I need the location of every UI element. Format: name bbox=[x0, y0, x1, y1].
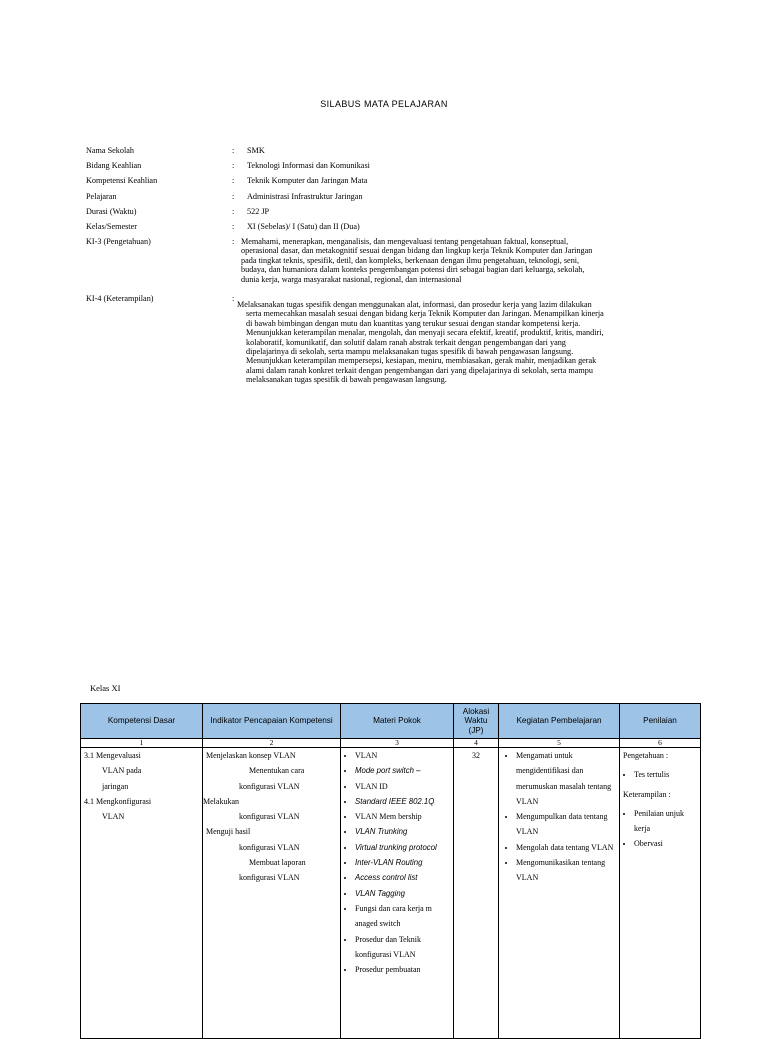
column-number: 3 bbox=[341, 739, 454, 748]
page-title: SILABUS MATA PELAJARAN bbox=[320, 99, 448, 109]
penilaian-keterampilan-label: Keterampilan : bbox=[623, 789, 671, 799]
info-colon: : bbox=[232, 207, 235, 216]
list-item: • Prosedur pembuatan bbox=[355, 962, 450, 977]
cell-kegiatan bbox=[499, 748, 620, 1039]
list-item: • Tes tertulis bbox=[634, 767, 697, 782]
list-item: • VLAN ID bbox=[355, 779, 450, 794]
header-penilaian: Penilaian bbox=[620, 704, 701, 739]
kd-line: 4.1 Mengkonfigurasi bbox=[84, 796, 152, 806]
cell-indikator bbox=[203, 748, 341, 1039]
kd-line: VLAN pada bbox=[102, 766, 142, 776]
table-row bbox=[81, 748, 701, 1039]
info-label-pelajaran: Pelajaran bbox=[86, 192, 117, 201]
list-item: • Obervasi bbox=[634, 836, 697, 851]
penilaian-pengetahuan-label: Pengetahuan : bbox=[623, 751, 669, 760]
header-kompetensi-dasar: Kompetensi Dasar bbox=[81, 704, 203, 739]
ki4-paragraph bbox=[237, 300, 694, 385]
indikator-line: konfigurasi VLAN bbox=[239, 842, 300, 852]
info-colon: : bbox=[232, 237, 235, 246]
list-item: • Inter-VLAN Routing bbox=[355, 855, 450, 870]
indikator-line: konfigurasi VLAN bbox=[239, 812, 300, 822]
ki4-line: kolaboratif, komunikatif, dan solutif dalam ranah abstrak terkait dengan pengembangan dari yang bbox=[246, 337, 566, 347]
indikator-line: konfigurasi VLAN bbox=[239, 873, 300, 883]
ki3-paragraph bbox=[241, 237, 694, 284]
cell-alokasi-waktu: 32 bbox=[454, 748, 499, 1039]
ki4-line: alami dalam ranah konkret terkait dengan pengembangan dari yang dipelajarinya di sekolah, serta mampu bbox=[246, 365, 593, 375]
info-colon: : bbox=[232, 146, 235, 155]
ki4-line: serta memecahkan masalah sesuai dengan bidang kerja Teknik Komputer dan Jaringan. Menampilkan kinerja bbox=[246, 309, 604, 319]
column-number: 4 bbox=[454, 739, 499, 748]
info-label-durasi: Durasi (Waktu) bbox=[86, 207, 137, 216]
list-item: • Mengomunikasikan tentang VLAN bbox=[516, 855, 616, 886]
kd-line: jaringan bbox=[102, 781, 129, 791]
list-item: • Mengumpulkan data tentang VLAN bbox=[516, 809, 616, 840]
info-colon: : bbox=[232, 192, 235, 201]
syllabus-table bbox=[80, 703, 701, 1039]
info-value-pelajaran: Administrasi Infrastruktur Jaringan bbox=[247, 192, 363, 201]
list-item: • VLAN Trunking bbox=[355, 824, 450, 839]
penilaian-keterampilan-list bbox=[623, 806, 697, 852]
column-number: 6 bbox=[620, 739, 701, 748]
info-value-bidang: Teknologi Informasi dan Komunikasi bbox=[247, 161, 370, 170]
ki3-line: Memahami, menerapkan, menganalisis, dan mengevaluasi tentang pengetahuan faktual, konseptual, bbox=[241, 237, 569, 246]
list-item: • Prosedur dan Teknik konfigurasi VLAN bbox=[355, 932, 450, 963]
header-alokasi-waktu: Alokasi Waktu (JP) bbox=[454, 704, 499, 739]
column-number: 1 bbox=[81, 739, 203, 748]
list-item: • Mode port switch – bbox=[355, 763, 450, 778]
indikator-line: konfigurasi VLAN bbox=[239, 781, 300, 791]
info-colon: : bbox=[232, 294, 235, 303]
kd-line: 3.1 Mengevaluasi bbox=[84, 751, 141, 760]
header-materi-pokok: Materi Pokok bbox=[341, 704, 454, 739]
materi-list bbox=[344, 748, 450, 977]
list-item: • Penilaian unjuk kerja bbox=[634, 806, 697, 837]
list-item: • Mengamati untuk mengidentifikasi dan merumuskan masalah tentang VLAN bbox=[516, 748, 616, 809]
indikator-line: Membuat laporan bbox=[249, 858, 306, 868]
penilaian-pengetahuan-list bbox=[623, 767, 697, 782]
list-item: • VLAN Tagging bbox=[355, 886, 450, 901]
ki3-line: pada tingkat teknis, spesifik, detil, dan kompleks, berkenaan dengan ilmu pengetahuan, teknologi, seni, bbox=[241, 255, 580, 265]
list-item: • Standard IEEE 802.1Q bbox=[355, 794, 450, 809]
column-number: 2 bbox=[203, 739, 341, 748]
header-indikator: Indikator Pencapaian Kompetensi bbox=[203, 704, 341, 739]
header-kegiatan: Kegiatan Pembelajaran bbox=[499, 704, 620, 739]
ki3-line: dunia kerja, warga masyarakat nasional, regional, dan internasional bbox=[241, 274, 462, 284]
ki4-line: di bawah bimbingan dengan mutu dan kuantitas yang terukur sesuai dengan standar kompetensi kerja. bbox=[246, 318, 581, 328]
table-number-row bbox=[81, 739, 701, 748]
indikator-line: Menguji hasil bbox=[206, 827, 251, 837]
cell-penilaian bbox=[620, 748, 701, 1039]
list-item: • Fungsi dan cara kerja m anaged switch bbox=[355, 901, 450, 932]
ki4-line: melaksanakan tugas spesifik di bawah pengawasan langsung. bbox=[246, 375, 447, 385]
cell-kompetensi-dasar bbox=[81, 748, 203, 1039]
info-label-bidang: Bidang Keahlian bbox=[86, 161, 142, 170]
ki4-line: dipelajarinya di sekolah, serta mampu melaksanakan tugas spesifik di bawah pengawasan langsung. bbox=[246, 347, 574, 357]
info-colon: : bbox=[232, 161, 235, 170]
ki3-line: budaya, dan humaniora dalam konteks pengembangan potensi diri sebagai bagian dari keluarga, sekolah, bbox=[241, 265, 585, 275]
kelas-label: Kelas XI bbox=[90, 683, 121, 693]
info-value-kelas: XI (Sebelas)/ I (Satu) dan II (Dua) bbox=[247, 222, 360, 231]
indikator-line: Menentukan cara bbox=[249, 766, 305, 776]
list-item: • VLAN Mem bership bbox=[355, 809, 450, 824]
table-header-row bbox=[81, 704, 701, 739]
indikator-line: Melakukan bbox=[203, 796, 239, 806]
info-label-kelas: Kelas/Semester bbox=[86, 222, 137, 231]
column-number: 5 bbox=[499, 739, 620, 748]
info-value-durasi: 522 JP bbox=[247, 207, 270, 216]
list-item: • VLAN bbox=[355, 748, 450, 763]
info-label-ki4: KI-4 (Keterampilan) bbox=[86, 294, 154, 303]
ki4-line: Menunjukkan keterampilan mempersepsi, kesiapan, meniru, membiasakan, gerak mahir, menjadikan gerak bbox=[246, 356, 597, 366]
list-item: • Mengolah data tentang VLAN bbox=[516, 840, 616, 855]
info-colon: : bbox=[232, 176, 235, 185]
info-value-nama-sekolah: SMK bbox=[247, 146, 265, 155]
info-label-ki3: KI-3 (Pengetahuan) bbox=[86, 237, 151, 246]
kegiatan-list bbox=[502, 748, 616, 886]
info-label-nama-sekolah: Nama Sekolah bbox=[86, 146, 134, 155]
info-label-kompetensi: Kompetensi Keahlian bbox=[86, 176, 158, 185]
info-value-kompetensi: Teknik Komputer dan Jaringan Mata bbox=[247, 176, 368, 185]
info-colon: : bbox=[232, 222, 235, 231]
ki3-line: operasional dasar, dan metakognitif sesuai dengan bidang dan lingkup kerja Teknik Komputer dan Jaringan bbox=[241, 246, 593, 256]
list-item: • Virtual trunking protocol bbox=[355, 840, 450, 855]
ki4-line: Menunjukkan keterampilan menalar, mengolah, dan menyaji secara efektif, kreatif, produktif, kritis, mandiri, bbox=[246, 328, 604, 338]
cell-materi-pokok bbox=[341, 748, 454, 1039]
ki4-line: Melaksanakan tugas spesifik dengan menggunakan alat, informasi, dan prosedur kerja yang lazim dilakukan bbox=[237, 300, 592, 309]
indikator-line: Menjelaskan konsep VLAN bbox=[206, 751, 296, 760]
kd-line: VLAN bbox=[102, 812, 125, 822]
list-item: • Access control list bbox=[355, 870, 450, 885]
